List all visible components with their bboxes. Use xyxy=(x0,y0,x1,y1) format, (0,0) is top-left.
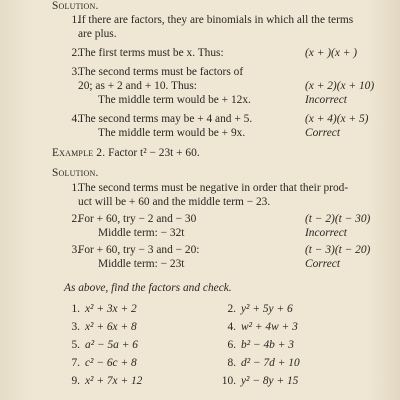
exercise-number: 2. xyxy=(227,303,236,315)
exercise-number: 5. xyxy=(71,339,80,351)
example-heading xyxy=(52,147,200,161)
exercise-number: 10. xyxy=(221,375,236,387)
factor-form: (x + 4)(x + 5) xyxy=(305,113,369,125)
step-number: 1. xyxy=(71,182,80,194)
step-text: 20; as + 2 and + 10. Thus: xyxy=(78,80,197,92)
step-text: The middle term would be + 9x. xyxy=(98,127,246,139)
exercise-instruction: As above, find the factors and check. xyxy=(64,282,232,294)
step-text: The middle term would be + 12x. xyxy=(98,94,251,106)
step-text: The second terms may be + 4 and + 5. xyxy=(78,113,253,125)
step-text: Middle term: − 32t xyxy=(98,227,185,239)
verdict-label: Incorrect xyxy=(305,227,347,239)
factor-form: (x + 2)(x + 10) xyxy=(305,80,375,92)
step-number: 3. xyxy=(71,66,80,78)
step-number: 4. xyxy=(71,113,80,125)
step-text: The first terms must be x. Thus: xyxy=(78,47,224,59)
exercise-expression: x² + 6x + 8 xyxy=(85,321,137,333)
exercise-expression: w² + 4w + 3 xyxy=(241,321,298,333)
step-text: If there are factors, they are binomials in which all the terms xyxy=(78,14,354,26)
exercise-expression: x² + 3x + 2 xyxy=(85,303,137,315)
verdict-label: Correct xyxy=(305,258,341,270)
exercise-number: 7. xyxy=(71,357,80,369)
solution-heading: Solution. xyxy=(52,0,99,12)
step-text: The second terms must be factors of xyxy=(78,66,244,78)
verdict-label: Incorrect xyxy=(305,94,347,106)
step-text: For + 60, try − 2 and − 30 xyxy=(78,213,197,225)
step-text: Middle term: − 23t xyxy=(98,258,185,270)
exercise-expression: y² − 8y + 15 xyxy=(241,375,299,387)
exercise-number: 9. xyxy=(71,375,80,387)
step-number: 1. xyxy=(71,14,80,26)
step-text: are plus. xyxy=(78,28,117,40)
exercise-number: 8. xyxy=(227,357,236,369)
step-text: The second terms must be negative in order that their prod- xyxy=(78,182,349,194)
example-text: Factor t² − 23t + 60. xyxy=(108,147,200,159)
solution-heading: Solution. xyxy=(52,167,99,179)
exercise-expression: x² + 7x + 12 xyxy=(85,375,143,387)
step-number: 3. xyxy=(71,244,80,256)
step-text: uct will be + 60 and the middle term − 23. xyxy=(78,196,271,208)
exercise-expression: c² − 6c + 8 xyxy=(85,357,137,369)
factor-form: (t − 2)(t − 30) xyxy=(305,213,371,225)
exercise-expression: d² − 7d + 10 xyxy=(241,357,300,369)
factor-form: (t − 3)(t − 20) xyxy=(305,244,371,256)
exercise-number: 1. xyxy=(71,303,80,315)
exercise-number: 6. xyxy=(227,339,236,351)
exercise-expression: y² + 5y + 6 xyxy=(241,303,293,315)
exercise-expression: a² − 5a + 6 xyxy=(85,339,138,351)
factor-form: (x + )(x + ) xyxy=(305,47,358,59)
step-number: 2. xyxy=(71,213,80,225)
step-number: 2. xyxy=(71,47,80,59)
exercise-number: 3. xyxy=(71,321,80,333)
exercise-number: 4. xyxy=(227,321,236,333)
example-label: Example 2. xyxy=(52,147,106,159)
step-text: For + 60, try − 3 and − 20: xyxy=(78,244,200,256)
verdict-label: Correct xyxy=(305,127,341,139)
exercise-expression: b² − 4b + 3 xyxy=(241,339,294,351)
